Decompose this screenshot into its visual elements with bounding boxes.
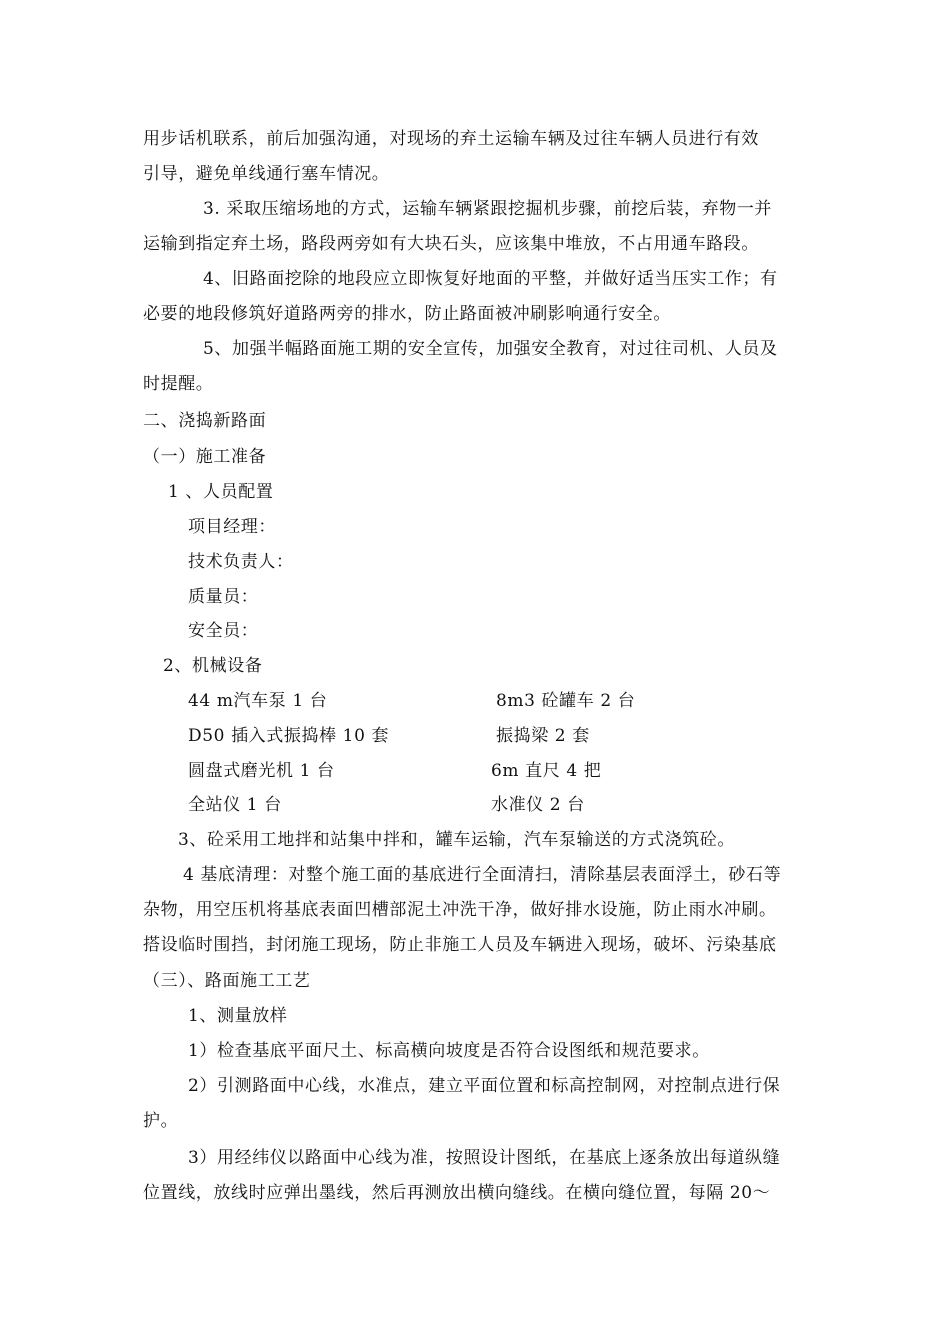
paragraph-line: 运输到指定弃土场，路段两旁如有大块石头，应该集中堆放，不占用通车路段。 [143,234,759,254]
equipment-left: 全站仪 1 台 [188,795,282,815]
equipment-left: D50 插入式振捣棒 10 套 [188,726,390,746]
paragraph-line: 杂物，用空压机将基底表面凹槽部泥土冲洗干净，做好排水设施，防止雨水冲刷。 [143,900,777,920]
paragraph-line: 4 基底清理：对整个施工面的基底进行全面清扫，清除基层表面浮土，砂石等 [183,865,782,885]
personnel-item: 项目经理： [188,517,276,537]
subsection-heading: （一）施工准备 [143,447,267,467]
equipment-left: 44 m汽车泵 1 台 [188,691,328,711]
paragraph-line: 3. 采取压缩场地的方式，运输车辆紧跟挖掘机步骤，前挖后装，弃物一并 [203,199,773,219]
section-heading: 二、浇捣新路面 [143,411,267,431]
paragraph-line: 引导，避免单线通行塞车情况。 [143,164,390,184]
equipment-right: 振捣梁 2 套 [496,726,590,746]
paragraph-line: 用步话机联系，前后加强沟通，对现场的弃土运输车辆及过往车辆人员进行有效 [143,129,759,149]
equipment-right: 水准仪 2 台 [491,795,585,815]
personnel-item: 技术负责人： [188,552,294,572]
paragraph-line: 搭设临时围挡，封闭施工现场，防止非施工人员及车辆进入现场，破坏、污染基底 [143,935,777,955]
item-heading: 2、机械设备 [163,656,263,676]
paragraph-line: 2）引测路面中心线，水准点，建立平面位置和标高控制网，对控制点进行保 [188,1076,781,1096]
equipment-right: 8m3 砼罐车 2 台 [496,691,636,711]
personnel-item: 质量员： [188,587,259,607]
paragraph-line: 时提醒。 [143,374,214,394]
paragraph-line: 1）检查基底平面尺土、标高横向坡度是否符合设图纸和规范要求。 [188,1041,710,1061]
paragraph-line: 护。 [143,1111,179,1131]
equipment-right: 6m 直尺 4 把 [491,761,602,781]
subsection-heading: （三）、路面施工工艺 [143,971,311,991]
paragraph-line: 5、加强半幅路面施工期的安全宣传，加强安全教育，对过往司机、人员及 [203,339,778,359]
personnel-item: 安全员： [188,621,259,641]
paragraph-line: 4、旧路面挖除的地段应立即恢复好地面的平整，并做好适当压实工作；有 [203,269,778,289]
paragraph-line: 3、砼采用工地拌和站集中拌和，罐车运输，汽车泵输送的方式浇筑砼。 [178,830,736,850]
item-heading: 1、测量放样 [188,1006,288,1026]
equipment-left: 圆盘式磨光机 1 台 [188,761,335,781]
paragraph-line: 位置线，放线时应弹出墨线，然后再测放出横向缝线。在横向缝位置，每隔 20～ [143,1183,771,1203]
item-heading: 1 、人员配置 [168,482,274,502]
paragraph-line: 必要的地段修筑好道路两旁的排水，防止路面被冲刷影响通行安全。 [143,304,671,324]
paragraph-line: 3）用经纬仪以路面中心线为准，按照设计图纸，在基底上逐条放出每道纵缝 [188,1148,781,1168]
